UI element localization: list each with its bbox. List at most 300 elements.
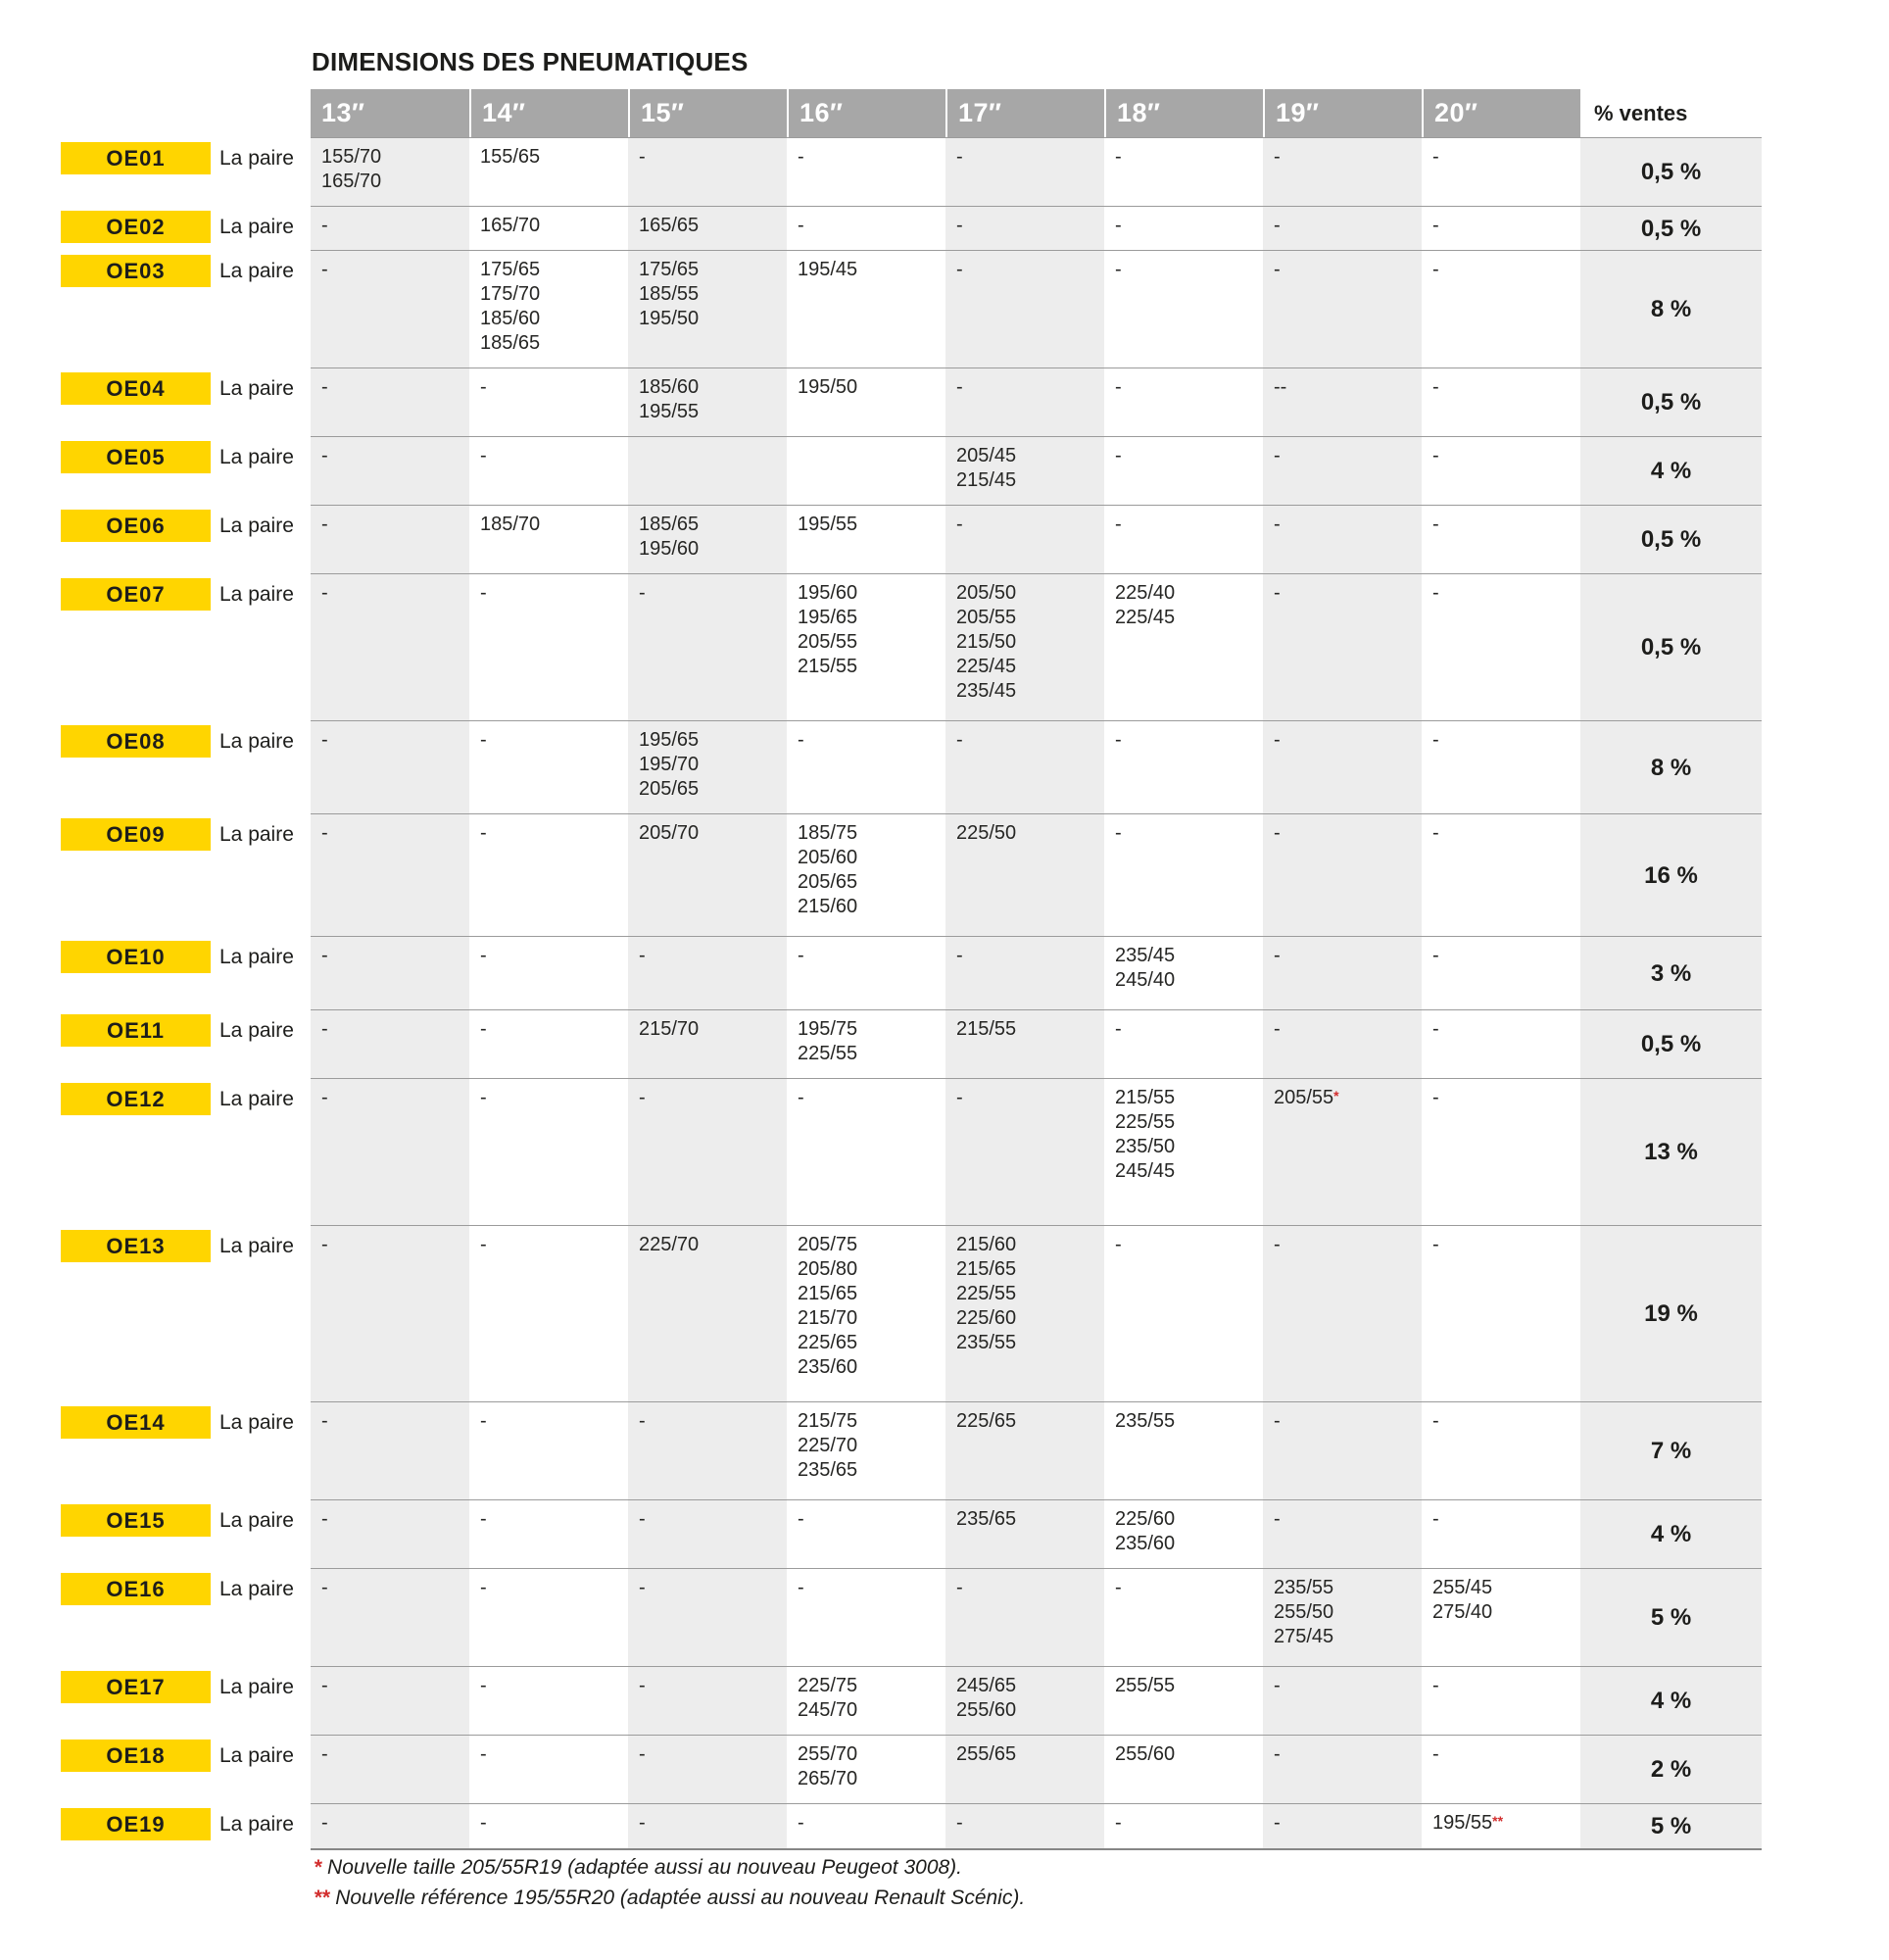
tire-size-value: - <box>1274 445 1281 466</box>
tire-size-value: 235/55 <box>1115 1410 1176 1432</box>
row-cells <box>311 1499 1762 1568</box>
oe-code-badge: OE17 <box>61 1671 211 1703</box>
size-cell-17in <box>945 138 1104 206</box>
tire-size-value: - <box>639 1410 646 1432</box>
sales-percent-cell: 4 % <box>1580 1667 1762 1735</box>
size-cell-16in <box>787 437 945 505</box>
row-cells <box>311 1401 1762 1499</box>
tire-size-value: - <box>639 582 646 604</box>
row-cells <box>311 206 1762 250</box>
size-cell-19in <box>1263 1736 1422 1803</box>
size-cell-20in <box>1422 1667 1580 1735</box>
tire-size-value: - <box>956 215 963 236</box>
tire-size-value: 215/70 <box>798 1307 858 1329</box>
tire-size-value: 175/65 <box>639 259 700 280</box>
tire-size-value: 235/60 <box>798 1356 858 1378</box>
tire-size-value: 235/45 <box>956 680 1017 702</box>
tire-size-value: - <box>480 1577 487 1598</box>
tire-size-value: -- <box>1274 376 1287 398</box>
oe-code-badge: OE08 <box>61 725 211 758</box>
tire-size-value: - <box>1432 1087 1439 1108</box>
size-cell-17in <box>945 506 1104 573</box>
size-cell-13in <box>311 251 469 368</box>
tire-size-value: - <box>1115 146 1122 168</box>
size-cell-17in <box>945 1079 1104 1225</box>
size-cell-20in <box>1422 207 1580 250</box>
row-cells <box>311 1009 1762 1078</box>
size-cell-13in <box>311 1226 469 1401</box>
size-cell-17in <box>945 1569 1104 1666</box>
tire-size-value: - <box>639 1675 646 1696</box>
tire-size-value: 195/55 <box>639 401 700 422</box>
tire-size-value: - <box>321 215 328 236</box>
table-row <box>0 250 1762 368</box>
size-cell-18in <box>1104 1402 1263 1499</box>
tire-size-value: - <box>1274 729 1281 751</box>
tire-size-value: - <box>1432 582 1439 604</box>
tire-size-value: 215/65 <box>956 1258 1017 1280</box>
oe-code-badge: OE02 <box>61 211 211 243</box>
size-cell-20in <box>1422 1402 1580 1499</box>
size-cell-19in <box>1263 1402 1422 1499</box>
tire-size-value: 165/65 <box>639 215 700 236</box>
sales-percent-cell: 13 % <box>1580 1079 1762 1225</box>
table-row <box>0 137 1762 206</box>
size-cell-13in <box>311 138 469 206</box>
row-cells <box>311 573 1762 720</box>
tire-size-value: - <box>1432 1410 1439 1432</box>
tire-size-value: 225/60 <box>956 1307 1017 1329</box>
tire-size-value: - <box>639 1812 646 1834</box>
tire-size-value: - <box>1432 1675 1439 1696</box>
table-header-row <box>311 89 1762 137</box>
footnote-1 <box>314 1852 1025 1883</box>
tire-size-value: - <box>956 945 963 966</box>
tire-size-value: 195/65 <box>798 607 858 628</box>
size-cell-18in <box>1104 368 1263 436</box>
table-row <box>0 1499 1762 1568</box>
tire-size-value: 185/60 <box>639 376 700 398</box>
tire-size-value: 225/55 <box>956 1283 1017 1304</box>
size-cell-16in <box>787 1804 945 1848</box>
size-cell-15in <box>628 1569 787 1666</box>
table-row <box>0 1735 1762 1803</box>
size-cell-19in <box>1263 721 1422 813</box>
tire-size-value: - <box>1432 1018 1439 1040</box>
tire-size-value: 185/55 <box>639 283 700 305</box>
size-cell-15in <box>628 1500 787 1568</box>
tire-size-value: - <box>1432 1743 1439 1765</box>
size-cell-20in <box>1422 506 1580 573</box>
size-cell-18in <box>1104 1226 1263 1401</box>
tire-size-value: 205/70 <box>639 822 700 844</box>
pair-label: La paire <box>219 730 294 753</box>
size-cell-14in <box>469 1736 628 1803</box>
size-cell-16in <box>787 1736 945 1803</box>
pair-label: La paire <box>219 1578 294 1600</box>
row-label-gutter <box>0 1666 311 1735</box>
tire-size-value: 195/65 <box>639 729 700 751</box>
size-cell-19in <box>1263 1500 1422 1568</box>
tire-size-value: - <box>1432 514 1439 535</box>
tire-size-value: - <box>956 514 963 535</box>
tire-size-value: 205/55* <box>1274 1087 1339 1108</box>
tire-size-value: - <box>480 376 487 398</box>
tire-size-value: 235/65 <box>798 1459 858 1481</box>
row-cells <box>311 250 1762 368</box>
row-cells <box>311 1666 1762 1735</box>
footnote-2-text: Nouvelle référence 195/55R20 (adaptée aussi au nouveau Renault Scénic). <box>335 1886 1026 1909</box>
table-row <box>0 1225 1762 1401</box>
sales-percent-cell: 5 % <box>1580 1569 1762 1666</box>
tire-size-value: 215/55 <box>956 1018 1017 1040</box>
tire-size-value: - <box>1115 1577 1122 1598</box>
size-cell-16in <box>787 814 945 936</box>
tire-size-value: 195/50 <box>639 308 700 329</box>
size-cell-16in <box>787 207 945 250</box>
size-cell-13in <box>311 574 469 720</box>
sales-percent-cell: 4 % <box>1580 437 1762 505</box>
tire-size-value: 195/75 <box>798 1018 858 1040</box>
row-label-gutter <box>0 1568 311 1666</box>
tire-size-value: - <box>1432 945 1439 966</box>
tire-size-value: 245/65 <box>956 1675 1017 1696</box>
size-cell-17in <box>945 1804 1104 1848</box>
sales-percent-cell: 0,5 % <box>1580 506 1762 573</box>
tire-size-value: - <box>321 1812 328 1834</box>
size-cell-19in <box>1263 574 1422 720</box>
tire-size-value: - <box>639 1508 646 1530</box>
row-label-gutter <box>0 813 311 936</box>
size-cell-19in <box>1263 1226 1422 1401</box>
size-cell-15in <box>628 1736 787 1803</box>
size-cell-14in <box>469 1667 628 1735</box>
pair-label: La paire <box>219 1088 294 1110</box>
pair-label: La paire <box>219 1019 294 1042</box>
tire-size-value: - <box>480 1743 487 1765</box>
tire-size-value: 165/70 <box>321 171 382 192</box>
row-label-gutter <box>0 720 311 813</box>
size-cell-14in <box>469 721 628 813</box>
tire-size-value: - <box>639 1743 646 1765</box>
size-cell-13in <box>311 814 469 936</box>
tire-size-value: 255/50 <box>1274 1601 1334 1623</box>
oe-code-badge: OE11 <box>61 1014 211 1047</box>
size-cell-20in <box>1422 574 1580 720</box>
tire-size-value: 215/55 <box>798 656 858 677</box>
size-cell-18in <box>1104 721 1263 813</box>
size-cell-16in <box>787 937 945 1009</box>
size-cell-18in <box>1104 1569 1263 1666</box>
footnotes <box>314 1852 1025 1913</box>
size-cell-14in <box>469 1402 628 1499</box>
size-cell-14in <box>469 1079 628 1225</box>
page-title: DIMENSIONS DES PNEUMATIQUES <box>312 47 749 76</box>
pair-label: La paire <box>219 1509 294 1532</box>
tire-size-value: - <box>1115 1812 1122 1834</box>
row-cells <box>311 436 1762 505</box>
size-cell-13in <box>311 1402 469 1499</box>
size-cell-20in <box>1422 368 1580 436</box>
size-cell-19in <box>1263 368 1422 436</box>
tire-size-value: 205/65 <box>639 778 700 800</box>
pair-label: La paire <box>219 1744 294 1767</box>
tire-size-value: 225/60 <box>1115 1508 1176 1530</box>
tire-size-value: 195/60 <box>639 538 700 560</box>
size-cell-14in <box>469 1804 628 1848</box>
size-cell-18in <box>1104 1736 1263 1803</box>
oe-code-badge: OE16 <box>61 1573 211 1605</box>
tire-size-value: 235/45 <box>1115 945 1176 966</box>
size-cell-13in <box>311 506 469 573</box>
tire-size-value: - <box>1274 146 1281 168</box>
oe-code-badge: OE18 <box>61 1740 211 1772</box>
size-cell-19in <box>1263 1010 1422 1078</box>
footnote-1-marker: * <box>314 1856 322 1879</box>
sales-percent-cell: 16 % <box>1580 814 1762 936</box>
pair-label: La paire <box>219 260 294 282</box>
tire-size-value: 205/55 <box>798 631 858 653</box>
table-row <box>0 368 1762 436</box>
tire-size-value: 155/70 <box>321 146 382 168</box>
size-cell-19in <box>1263 1667 1422 1735</box>
tire-size-value: - <box>321 376 328 398</box>
size-cell-20in <box>1422 437 1580 505</box>
table-row <box>0 505 1762 573</box>
column-header-17in: 17″ <box>945 89 1104 137</box>
table-row <box>0 1401 1762 1499</box>
size-cell-16in <box>787 1010 945 1078</box>
tire-size-value: - <box>321 1508 328 1530</box>
tire-size-value: 215/45 <box>956 469 1017 491</box>
tire-size-value: 225/70 <box>639 1234 700 1255</box>
size-cell-16in <box>787 1500 945 1568</box>
tire-size-value: - <box>798 1812 804 1834</box>
size-cell-20in <box>1422 1010 1580 1078</box>
size-cell-13in <box>311 1804 469 1848</box>
tire-size-value: 205/65 <box>798 871 858 893</box>
tire-size-value: - <box>1274 1812 1281 1834</box>
table-row <box>0 1078 1762 1225</box>
tire-size-value: 215/55 <box>1115 1087 1176 1108</box>
size-cell-18in <box>1104 506 1263 573</box>
size-cell-17in <box>945 437 1104 505</box>
tire-size-value: - <box>480 1410 487 1432</box>
tire-size-value: 175/70 <box>480 283 541 305</box>
tire-size-value: - <box>1115 822 1122 844</box>
tire-size-value: 215/60 <box>956 1234 1017 1255</box>
tire-size-value: - <box>480 945 487 966</box>
tire-size-value: - <box>1432 215 1439 236</box>
tire-size-value: 185/60 <box>480 308 541 329</box>
row-label-gutter <box>0 936 311 1009</box>
tire-size-value: - <box>321 582 328 604</box>
oe-code-badge: OE04 <box>61 372 211 405</box>
tire-size-value: 205/50 <box>956 582 1017 604</box>
oe-code-badge: OE14 <box>61 1406 211 1439</box>
tire-size-value: - <box>956 1812 963 1834</box>
size-cell-14in <box>469 207 628 250</box>
sales-percent-cell: 8 % <box>1580 251 1762 368</box>
tire-size-value: 185/70 <box>480 514 541 535</box>
row-label-gutter <box>0 1009 311 1078</box>
tire-size-value: - <box>321 1577 328 1598</box>
pair-label: La paire <box>219 216 294 238</box>
tire-size-value: - <box>798 1577 804 1598</box>
size-cell-20in <box>1422 1736 1580 1803</box>
size-cell-18in <box>1104 1804 1263 1848</box>
tire-size-value: 195/60 <box>798 582 858 604</box>
column-header-16in: 16″ <box>787 89 945 137</box>
table-row <box>0 436 1762 505</box>
sales-percent-cell: 19 % <box>1580 1226 1762 1401</box>
tire-size-value: - <box>1274 1410 1281 1432</box>
column-header-18in: 18″ <box>1104 89 1263 137</box>
tire-size-value: 255/45 <box>1432 1577 1493 1598</box>
tire-size-value: 225/55 <box>1115 1111 1176 1133</box>
row-label-gutter <box>0 1401 311 1499</box>
table-row <box>0 1803 1762 1850</box>
size-cell-14in <box>469 1569 628 1666</box>
size-cell-15in <box>628 1226 787 1401</box>
size-cell-20in <box>1422 251 1580 368</box>
tire-size-value: - <box>1115 1234 1122 1255</box>
size-cell-15in <box>628 937 787 1009</box>
size-cell-17in <box>945 721 1104 813</box>
size-cell-13in <box>311 1079 469 1225</box>
size-cell-14in <box>469 506 628 573</box>
tire-size-value: - <box>1432 822 1439 844</box>
table-row <box>0 1666 1762 1735</box>
oe-code-badge: OE03 <box>61 255 211 287</box>
sales-percent-cell: 5 % <box>1580 1804 1762 1848</box>
size-cell-20in <box>1422 1500 1580 1568</box>
tire-size-value: 215/60 <box>798 896 858 917</box>
size-cell-20in <box>1422 721 1580 813</box>
sales-percent-cell: 8 % <box>1580 721 1762 813</box>
tire-size-value: 225/45 <box>1115 607 1176 628</box>
size-cell-16in <box>787 368 945 436</box>
size-cell-13in <box>311 1010 469 1078</box>
tire-size-value: - <box>1274 1675 1281 1696</box>
size-cell-14in <box>469 437 628 505</box>
table-row <box>0 573 1762 720</box>
tire-size-value: - <box>1432 376 1439 398</box>
tire-size-value: - <box>956 376 963 398</box>
size-cell-17in <box>945 937 1104 1009</box>
tire-size-value: - <box>1115 259 1122 280</box>
size-cell-19in <box>1263 506 1422 573</box>
size-cell-14in <box>469 814 628 936</box>
oe-code-badge: OE15 <box>61 1504 211 1537</box>
size-cell-17in <box>945 1667 1104 1735</box>
tire-size-value: - <box>321 1410 328 1432</box>
size-cell-16in <box>787 1402 945 1499</box>
tire-size-value: - <box>480 1234 487 1255</box>
tire-size-value: - <box>1274 259 1281 280</box>
tire-dimensions-table <box>0 89 1762 1850</box>
tire-size-value: - <box>480 445 487 466</box>
size-cell-17in <box>945 1226 1104 1401</box>
size-cell-18in <box>1104 207 1263 250</box>
tire-size-value: - <box>1274 822 1281 844</box>
row-label-gutter <box>0 436 311 505</box>
size-cell-15in <box>628 251 787 368</box>
tire-size-value: - <box>321 259 328 280</box>
tire-size-value: - <box>956 259 963 280</box>
tire-size-value: - <box>956 1577 963 1598</box>
size-cell-17in <box>945 574 1104 720</box>
tire-size-value: - <box>639 146 646 168</box>
tire-size-value: 205/60 <box>798 847 858 868</box>
row-label-gutter <box>0 368 311 436</box>
tire-size-value: 255/55 <box>1115 1675 1176 1696</box>
tire-size-value: - <box>321 1743 328 1765</box>
pair-label: La paire <box>219 1411 294 1434</box>
size-cell-20in <box>1422 1226 1580 1401</box>
row-cells <box>311 368 1762 436</box>
pair-label: La paire <box>219 446 294 468</box>
size-cell-13in <box>311 368 469 436</box>
size-cell-14in <box>469 574 628 720</box>
size-cell-14in <box>469 251 628 368</box>
tire-size-value: - <box>956 146 963 168</box>
size-cell-19in <box>1263 207 1422 250</box>
tire-size-value: 205/80 <box>798 1258 858 1280</box>
pair-label: La paire <box>219 147 294 170</box>
tire-size-value: 225/40 <box>1115 582 1176 604</box>
tire-size-value: 195/70 <box>639 754 700 775</box>
row-label-gutter <box>0 573 311 720</box>
tire-size-value: - <box>321 445 328 466</box>
table-row <box>0 936 1762 1009</box>
row-label-gutter <box>0 1803 311 1850</box>
size-cell-19in <box>1263 1079 1422 1225</box>
tire-size-value: 155/65 <box>480 146 541 168</box>
oe-code-badge: OE12 <box>61 1083 211 1115</box>
tire-size-value: 235/55 <box>956 1332 1017 1353</box>
tire-size-value: 225/75 <box>798 1675 858 1696</box>
size-cell-17in <box>945 1500 1104 1568</box>
size-cell-20in <box>1422 1569 1580 1666</box>
tire-size-value: 235/55 <box>1274 1577 1334 1598</box>
tire-size-value: - <box>480 1675 487 1696</box>
tire-size-value: 215/50 <box>956 631 1017 653</box>
size-cell-16in <box>787 506 945 573</box>
tire-size-value: - <box>480 582 487 604</box>
tire-size-value: 185/65 <box>480 332 541 354</box>
sales-percent-cell: 0,5 % <box>1580 207 1762 250</box>
tire-size-value: 165/70 <box>480 215 541 236</box>
tire-size-value: 265/70 <box>798 1768 858 1789</box>
row-label-gutter <box>0 250 311 368</box>
size-cell-14in <box>469 1226 628 1401</box>
tire-size-value: 225/65 <box>956 1410 1017 1432</box>
oe-code-badge: OE19 <box>61 1808 211 1840</box>
size-cell-19in <box>1263 251 1422 368</box>
sales-percent-cell: 2 % <box>1580 1736 1762 1803</box>
tire-size-value: 215/75 <box>798 1410 858 1432</box>
tire-size-value: 195/45 <box>798 259 858 280</box>
size-cell-19in <box>1263 1804 1422 1848</box>
new-size-marker: ** <box>1492 1813 1504 1829</box>
sales-percent-cell: 7 % <box>1580 1402 1762 1499</box>
size-cell-19in <box>1263 437 1422 505</box>
row-cells <box>311 720 1762 813</box>
tire-size-value: - <box>1274 1508 1281 1530</box>
row-label-gutter <box>0 1499 311 1568</box>
row-cells <box>311 505 1762 573</box>
